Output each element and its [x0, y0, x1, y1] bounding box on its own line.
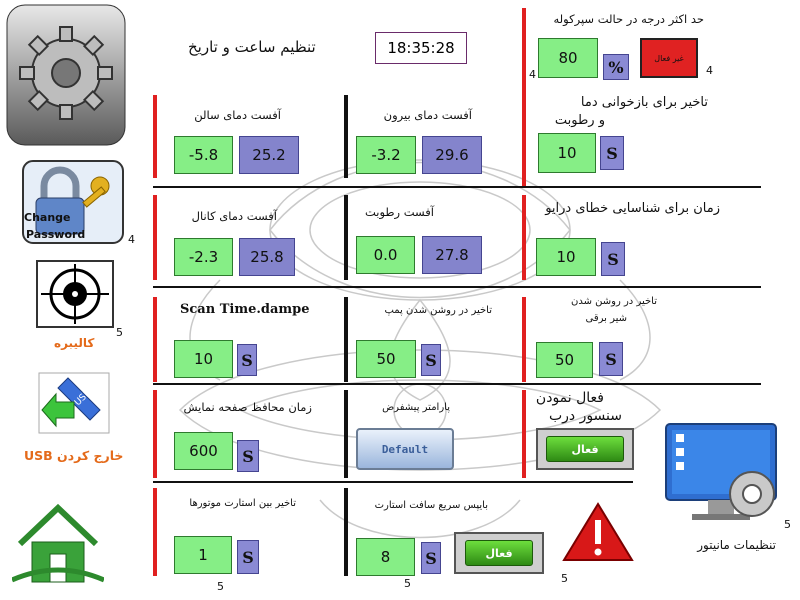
datetime-settings-title[interactable]: تنظیم ساعت و تاریخ	[188, 38, 316, 56]
row-divider	[153, 286, 761, 288]
monitor-settings-button[interactable]	[664, 422, 782, 530]
max-temp-disable-label: غیر فعال	[654, 53, 684, 63]
read-delay-unit: S	[600, 136, 624, 170]
outside-temp-offset-value[interactable]: -3.2	[356, 136, 416, 174]
motor-start-delay-label: تاخیر بین استارت موتورها	[189, 498, 296, 509]
home-icon	[12, 500, 104, 590]
monitor-settings-badge: 5	[784, 518, 791, 531]
usb-eject-button[interactable]	[38, 372, 110, 434]
warning-icon	[562, 502, 634, 562]
read-delay-value[interactable]: 10	[538, 133, 596, 173]
monitor-settings-label: تنظیمات مانیتور	[697, 538, 776, 552]
row-divider	[153, 383, 761, 385]
door-sensor-enable-face	[546, 436, 624, 462]
row-divider	[153, 481, 633, 483]
usb-eject-icon	[38, 372, 110, 434]
door-sensor-label-1: فعال نمودن	[535, 390, 604, 406]
read-delay-label-2: و رطوبت	[554, 113, 605, 128]
soft-start-bypass-unit: S	[421, 542, 441, 574]
home-button[interactable]	[12, 500, 104, 590]
humidity-offset-value[interactable]: 0.0	[356, 236, 415, 274]
soft-start-bypass-enable-button[interactable]	[454, 532, 544, 574]
calibration-label: کالیبره	[54, 336, 95, 350]
door-sensor-enable-button[interactable]	[536, 428, 634, 470]
max-temp-unit: %	[603, 54, 629, 80]
read-delay-label-1: تاخیر برای بازخوانی دما	[580, 95, 708, 110]
scan-time-unit: S	[237, 344, 257, 376]
alarm-badge: 5	[561, 572, 568, 585]
pump-delay-unit: S	[421, 344, 441, 376]
divider	[344, 297, 348, 382]
crosshair-icon	[36, 260, 114, 328]
monitor-gear-icon	[664, 422, 782, 530]
driver-detect-label: زمان برای شناسایی خطای درایو	[545, 201, 720, 216]
screensaver-value[interactable]: 600	[174, 432, 233, 470]
duct-temp-offset-value[interactable]: -2.3	[174, 238, 233, 276]
calibration-badge: 5	[116, 326, 123, 339]
max-temp-value[interactable]: 80	[538, 38, 598, 78]
duct-temp-reading: 25.8	[239, 238, 295, 276]
divider	[153, 95, 157, 178]
driver-detect-value[interactable]: 10	[536, 238, 596, 276]
door-sensor-label-2: سنسور درب	[548, 408, 622, 424]
soft-start-bypass-label: بایپس سریع سافت استارت	[374, 500, 488, 511]
alarm-button[interactable]	[562, 502, 634, 562]
max-temp-label: حد اکثر درجه در حالت سپرکوله	[553, 12, 704, 26]
divider	[344, 488, 348, 576]
screensaver-unit: S	[237, 440, 259, 472]
usb-eject-label: خارج کردن USB	[24, 448, 124, 463]
valve-delay-label-2: شیر برقی	[585, 313, 627, 324]
divider	[522, 390, 526, 478]
default-params-label: پارامتر پیشفرض	[382, 402, 450, 413]
scan-time-value[interactable]: 10	[174, 340, 233, 378]
scan-time-label: Scan Time.dampe	[180, 302, 310, 317]
max-temp-badge-left: 4	[529, 68, 536, 81]
settings-tile[interactable]	[5, 3, 127, 147]
pump-delay-value[interactable]: 50	[356, 340, 416, 378]
row-divider	[153, 186, 761, 188]
change-password-label-1: Change	[24, 211, 71, 224]
outside-temp-reading: 29.6	[422, 136, 482, 174]
divider	[522, 297, 526, 382]
pump-delay-label: تاخیر در روشن شدن پمپ	[384, 305, 492, 316]
max-temp-disable-button[interactable]	[640, 38, 698, 78]
driver-detect-unit: S	[601, 242, 625, 276]
duct-temp-offset-label: آفست دمای کانال	[191, 209, 277, 223]
valve-delay-unit: S	[599, 342, 623, 376]
divider	[153, 195, 157, 280]
hall-temp-offset-value[interactable]: -5.8	[174, 136, 233, 174]
door-sensor-enable-label: فعال	[571, 442, 599, 456]
humidity-reading: 27.8	[422, 236, 482, 274]
default-button-label: Default	[381, 442, 429, 456]
change-password-label-2: Password	[26, 228, 86, 241]
max-temp-badge-right: 4	[706, 64, 713, 77]
motor-start-delay-value[interactable]: 1	[174, 536, 232, 574]
hall-temp-offset-label: آفست دمای سالن	[194, 108, 281, 122]
divider	[344, 195, 348, 280]
valve-delay-label-1: تاخیر در روشن شدن	[571, 296, 657, 307]
svg-text:USB: USB	[73, 387, 94, 409]
gear-icon	[5, 3, 127, 147]
valve-delay-value[interactable]: 50	[536, 342, 593, 378]
divider	[153, 297, 157, 382]
change-password-badge: 4	[128, 233, 135, 246]
soft-start-bypass-enable-label: فعال	[485, 546, 513, 560]
motor-start-delay-unit: S	[237, 540, 259, 574]
humidity-offset-label: آفست رطوبت	[364, 205, 434, 219]
screensaver-label: زمان محافظ صفحه نمایش	[183, 400, 312, 414]
default-button[interactable]	[356, 428, 454, 470]
motor-start-delay-badge: 5	[217, 580, 224, 593]
divider	[153, 488, 157, 576]
clock-display[interactable]: 18:35:28	[375, 32, 467, 64]
soft-start-bypass-enable-face	[465, 540, 533, 566]
divider	[344, 95, 348, 178]
calibration-button[interactable]	[36, 260, 114, 328]
divider	[344, 390, 348, 478]
outside-temp-offset-label: آفست دمای بیرون	[383, 108, 472, 122]
divider	[522, 8, 526, 186]
soft-start-bypass-value[interactable]: 8	[356, 538, 415, 576]
divider	[153, 390, 157, 478]
hall-temp-reading: 25.2	[239, 136, 299, 174]
soft-start-bypass-badge: 5	[404, 577, 411, 590]
divider	[522, 195, 526, 280]
